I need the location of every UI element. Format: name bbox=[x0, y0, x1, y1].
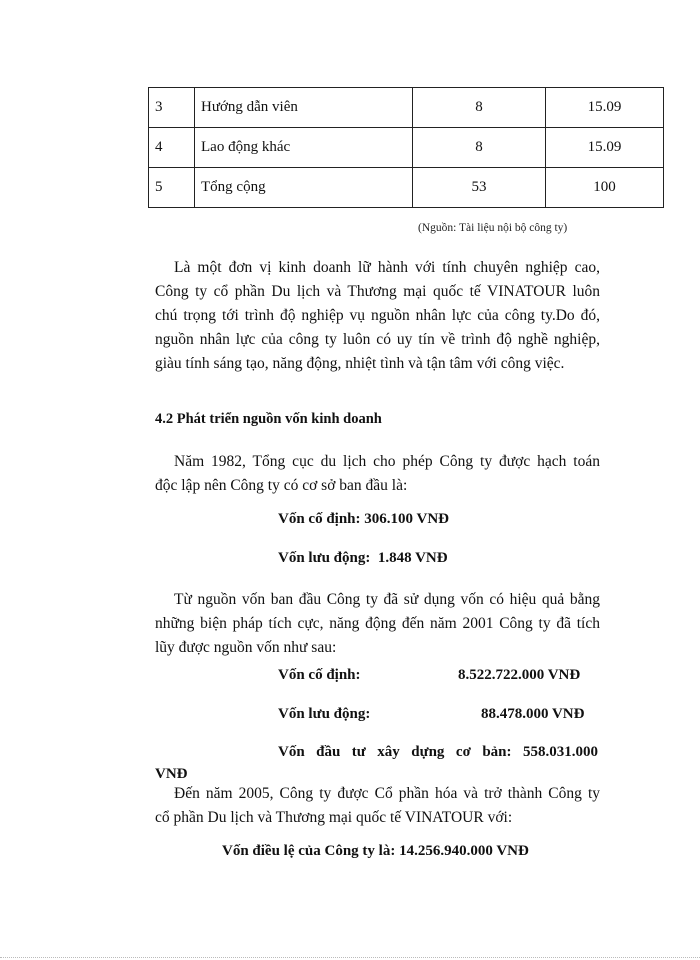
cell-qty: 53 bbox=[413, 168, 546, 208]
charter-capital: Vốn điều lệ của Công ty là: 14.256.940.000 VNĐ bbox=[222, 843, 529, 859]
table-row bbox=[149, 128, 664, 168]
paragraph-line: những biện pháp tích cực, năng động đến năm 2001 Công ty đã tích bbox=[155, 615, 600, 632]
cell-no: 3 bbox=[149, 88, 195, 128]
working-capital-2001-value: 88.478.000 VNĐ bbox=[481, 706, 585, 722]
paragraph-2005 bbox=[155, 782, 600, 830]
fixed-capital-2001-label: Vốn cố định: bbox=[278, 667, 361, 683]
initial-fixed-capital: Vốn cố định: 306.100 VNĐ bbox=[278, 511, 449, 527]
paragraph-staff-quality bbox=[155, 256, 600, 376]
paragraph-line: lũy được nguồn vốn như sau: bbox=[155, 639, 337, 656]
cell-no: 4 bbox=[149, 128, 195, 168]
table-source-note: (Nguồn: Tài liệu nội bộ công ty) bbox=[418, 222, 568, 234]
fixed-capital-2001-value: 8.522.722.000 VNĐ bbox=[458, 667, 581, 683]
cell-pct: 100 bbox=[546, 168, 664, 208]
staff-table bbox=[148, 87, 664, 208]
paragraph-line: cổ phần Du lịch và Thương mại quốc tế VINATOUR với: bbox=[155, 809, 513, 826]
cell-qty: 8 bbox=[413, 128, 546, 168]
page-bottom-rule bbox=[0, 957, 700, 958]
paragraph-line: nguồn nhân lực của công ty luôn có uy tín về trình độ nghề nghiệp, bbox=[155, 331, 600, 348]
table-row bbox=[149, 88, 664, 128]
table-row bbox=[149, 168, 664, 208]
paragraph-line: Là một đơn vị kinh doanh lữ hành với tính chuyên nghiệp cao, bbox=[174, 259, 600, 276]
cell-pct: 15.09 bbox=[546, 128, 664, 168]
paragraph-2001 bbox=[155, 588, 600, 660]
paragraph-line: độc lập nên Công ty có cơ sở ban đầu là: bbox=[155, 477, 408, 494]
paragraph-1982 bbox=[155, 450, 600, 498]
section-heading: 4.2 Phát triển nguồn vốn kinh doanh bbox=[155, 411, 382, 427]
cell-name: Hướng dẫn viên bbox=[195, 88, 413, 128]
investment-capital-unit: VNĐ bbox=[155, 766, 188, 782]
paragraph-line: Từ nguồn vốn ban đầu Công ty đã sử dụng vốn có hiệu quả bằng bbox=[174, 591, 600, 608]
cell-qty: 8 bbox=[413, 88, 546, 128]
investment-capital-2001: Vốn đầu tư xây dựng cơ bản: 558.031.000 bbox=[278, 744, 598, 760]
paragraph-line: Đến năm 2005, Công ty được Cổ phần hóa và trở thành Công ty bbox=[174, 785, 600, 802]
cell-name: Lao động khác bbox=[195, 128, 413, 168]
paragraph-line: giàu tính sáng tạo, năng động, nhiệt tình và tận tâm với công việc. bbox=[155, 355, 565, 372]
paragraph-line: Năm 1982, Tổng cục du lịch cho phép Công ty được hạch toán bbox=[174, 453, 600, 470]
initial-working-capital: Vốn lưu động: 1.848 VNĐ bbox=[278, 550, 448, 566]
cell-name: Tổng cộng bbox=[195, 168, 413, 208]
paragraph-line: chú trọng tới trình độ nghiệp vụ nguồn nhân lực của công ty.Do đó, bbox=[155, 307, 600, 324]
paragraph-line: Công ty cổ phần Du lịch và Thương mại quốc tế VINATOUR luôn bbox=[155, 283, 600, 300]
cell-no: 5 bbox=[149, 168, 195, 208]
working-capital-2001-label: Vốn lưu động: bbox=[278, 706, 371, 722]
cell-pct: 15.09 bbox=[546, 88, 664, 128]
